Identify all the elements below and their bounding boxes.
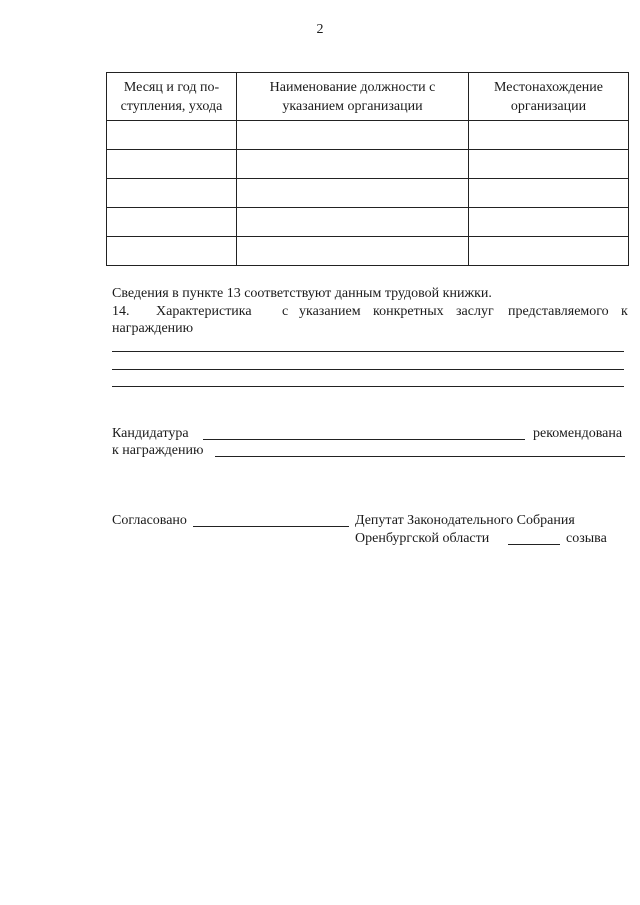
candidate-to-award: к награждению	[112, 443, 204, 458]
section-14-word-3: указанием	[299, 304, 361, 319]
page-number: 2	[316, 22, 324, 37]
table-cell[interactable]	[237, 179, 469, 208]
section-14-word-7: к	[621, 304, 628, 319]
table-cell[interactable]	[469, 208, 629, 237]
candidate-name-blank[interactable]	[203, 439, 525, 440]
table-row	[107, 121, 629, 150]
section-14-line-2: награждению	[112, 321, 194, 336]
characteristic-blank-line-3[interactable]	[112, 386, 624, 387]
section-14-word-4: конкретных	[373, 304, 444, 319]
candidate-label: Кандидатура	[112, 426, 189, 441]
table-row	[107, 208, 629, 237]
table-cell[interactable]	[469, 237, 629, 266]
section-14-word-5: заслуг	[456, 304, 494, 319]
approval-signature-blank[interactable]	[193, 526, 349, 527]
deputy-line-2-convocation: созыва	[566, 531, 607, 546]
convocation-number-blank[interactable]	[508, 544, 560, 545]
table-cell[interactable]	[107, 208, 237, 237]
header-position-l2: указанием организации	[282, 98, 423, 114]
section-14-word-6: представляемого	[508, 304, 609, 319]
table-cell[interactable]	[237, 237, 469, 266]
table-cell[interactable]	[469, 121, 629, 150]
section-14-number: 14.	[112, 304, 130, 319]
header-month-year-l2: ступления, ухода	[120, 98, 223, 114]
table-cell[interactable]	[237, 150, 469, 179]
table-row	[107, 150, 629, 179]
header-location-l1: Местонахождение	[493, 79, 603, 95]
section-14-word-2: с	[282, 304, 289, 319]
approval-label: Согласовано	[112, 513, 187, 528]
table-cell[interactable]	[469, 150, 629, 179]
header-position-l1: Наименование должности с	[269, 79, 436, 95]
table-cell[interactable]	[237, 121, 469, 150]
characteristic-blank-line-1[interactable]	[112, 351, 624, 352]
header-location-l2: организации	[510, 98, 587, 114]
deputy-line-1: Депутат Законодательного Собрания	[355, 513, 575, 528]
table-cell[interactable]	[469, 179, 629, 208]
header-month-year-l1: Месяц и год по-	[123, 79, 220, 95]
section-14-word-1: Характеристика	[156, 304, 252, 319]
header-position	[237, 73, 469, 121]
table-cell[interactable]	[107, 179, 237, 208]
table-row	[107, 237, 629, 266]
table-cell[interactable]	[237, 208, 469, 237]
table-row	[107, 179, 629, 208]
characteristic-blank-line-2[interactable]	[112, 369, 624, 370]
award-type-blank[interactable]	[215, 456, 625, 457]
candidate-recommended: рекомендована	[533, 426, 623, 441]
header-month-year	[107, 73, 237, 121]
section-13-note: Сведения в пункте 13 соответствуют данным трудовой книжки.	[112, 286, 492, 301]
employment-history-table	[106, 72, 629, 266]
table-cell[interactable]	[107, 237, 237, 266]
table-cell[interactable]	[107, 150, 237, 179]
deputy-line-2-region: Оренбургской области	[355, 531, 490, 546]
header-location	[469, 73, 629, 121]
table-cell[interactable]	[107, 121, 237, 150]
table-header-row	[107, 73, 629, 121]
